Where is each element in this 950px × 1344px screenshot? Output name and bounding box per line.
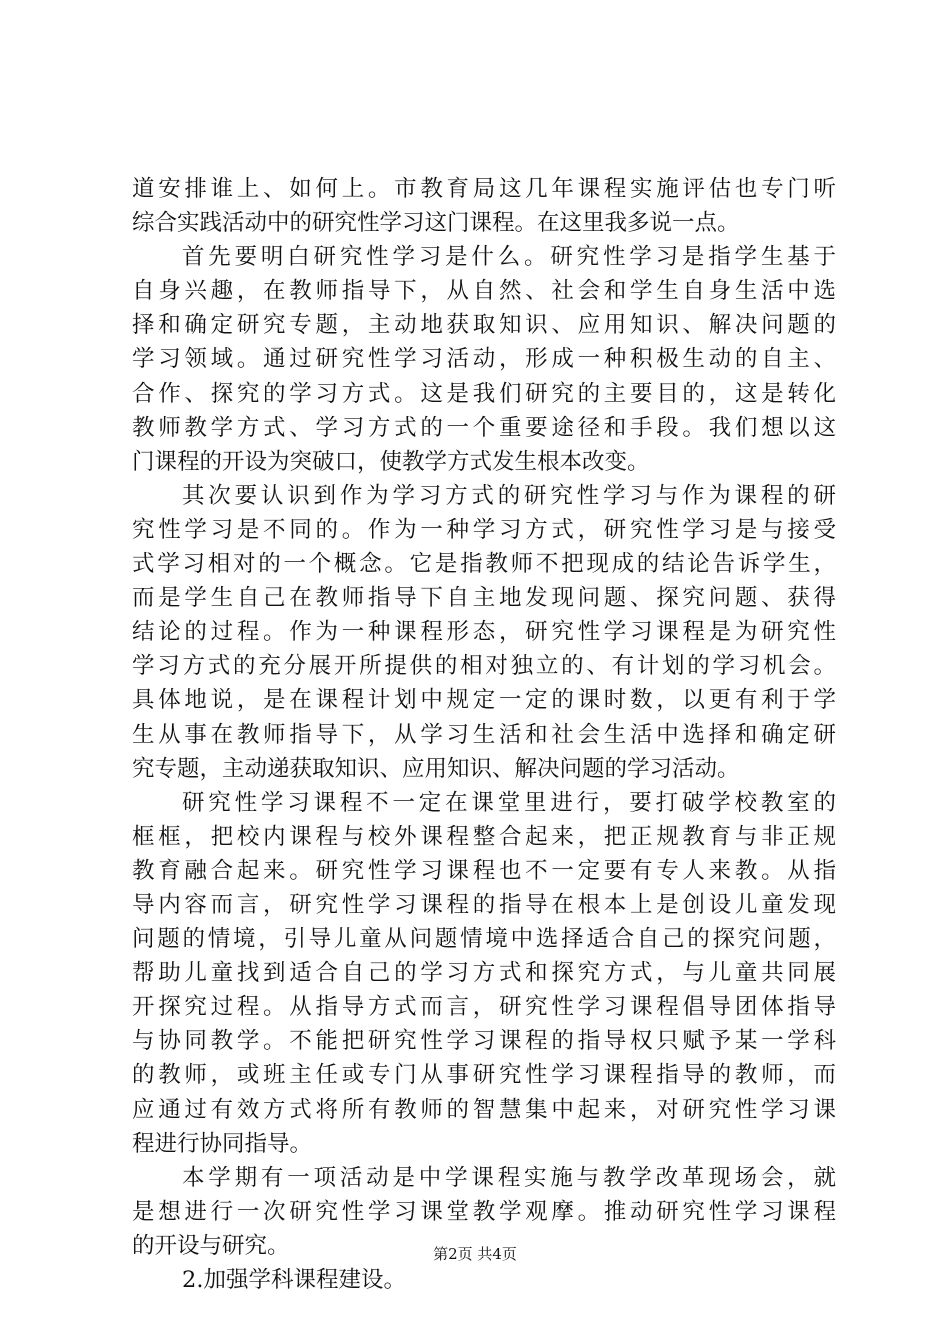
text-line: 帮助儿童找到适合自己的学习方式和探究方式，与儿童共同展: [132, 960, 836, 987]
text-line: 程进行协同指导。: [132, 1130, 313, 1157]
text-line: 式学习相对的一个概念。它是指教师不把现成的结论告诉学生，: [132, 551, 836, 578]
text-line: 学习领域。通过研究性学习活动，形成一种积极生动的自主、: [132, 346, 836, 373]
text-line: 究性学习是不同的。作为一种学习方式，研究性学习是与接受: [132, 516, 836, 543]
text-line: 本学期有一项活动是中学课程实施与教学改革现场会，就: [182, 1164, 836, 1191]
text-line: 门课程的开设为突破口，使教学方式发生根本改变。: [132, 448, 650, 475]
text-line: 导内容而言，研究性学习课程的指导在根本上是创设儿童发现: [132, 891, 836, 918]
page-number-footer: 第2页 共4页: [433, 1245, 517, 1263]
text-line: 合作、探究的学习方式。这是我们研究的主要目的，这是转化: [132, 380, 836, 407]
text-line: 而是学生自己在教师指导下自主地发现问题、探究问题、获得: [132, 585, 836, 612]
text-line: 择和确定研究专题，主动地获取知识、应用知识、解决问题的: [132, 312, 836, 339]
text-line: 道安排谁上、如何上。市教育局这几年课程实施评估也专门听: [132, 176, 836, 202]
text-line: 结论的过程。作为一种课程形态，研究性学习课程是为研究性: [132, 619, 836, 646]
text-line: 教师教学方式、学习方式的一个重要途径和手段。我们想以这: [132, 414, 836, 441]
text-line: 生从事在教师指导下，从学习生活和社会生活中选择和确定研: [132, 721, 836, 748]
body-text: [132, 172, 836, 1297]
text-line: 自身兴趣，在教师指导下，从自然、社会和学生自身生活中选: [132, 278, 836, 305]
text-line: 与协同教学。不能把研究性学习课程的指导权只赋予某一学科: [132, 1028, 836, 1055]
text-line: 教育融合起来。研究性学习课程也不一定要有专人来教。从指: [132, 857, 836, 884]
text-line: 究专题，主动递获取知识、应用知识、解决问题的学习活动。: [132, 755, 740, 782]
text-line: 应通过有效方式将所有教师的智慧集中起来，对研究性学习课: [132, 1096, 836, 1123]
text-line: 是想进行一次研究性学习课堂教学观摩。推动研究性学习课程: [132, 1198, 836, 1225]
text-line: 的教师，或班主任或专门从事研究性学习课程指导的教师，而: [132, 1062, 836, 1089]
text-line: 其次要认识到作为学习方式的研究性学习与作为课程的研: [182, 482, 836, 509]
text-line: 研究性学习课程不一定在课堂里进行，要打破学校教室的: [182, 789, 836, 816]
text-line: 的开设与研究。: [132, 1232, 290, 1259]
text-line: 框框，把校内课程与校外课程整合起来，把正规教育与非正规: [132, 823, 836, 850]
text-line: 学习方式的充分展开所提供的相对独立的、有计划的学习机会。: [132, 653, 836, 680]
text-line: 综合实践活动中的研究性学习这门课程。在这里我多说一点。: [132, 210, 740, 237]
text-line: 开探究过程。从指导方式而言，研究性学习课程倡导团体指导: [132, 994, 836, 1021]
text-line: 首先要明白研究性学习是什么。研究性学习是指学生基于: [182, 244, 836, 271]
text-line: 问题的情境，引导儿童从问题情境中选择适合自己的探究问题，: [132, 926, 836, 953]
text-line: 具体地说，是在课程计划中规定一定的课时数，以更有利于学: [132, 687, 836, 714]
section-heading: 2.加强学科课程建设。: [182, 1267, 406, 1293]
